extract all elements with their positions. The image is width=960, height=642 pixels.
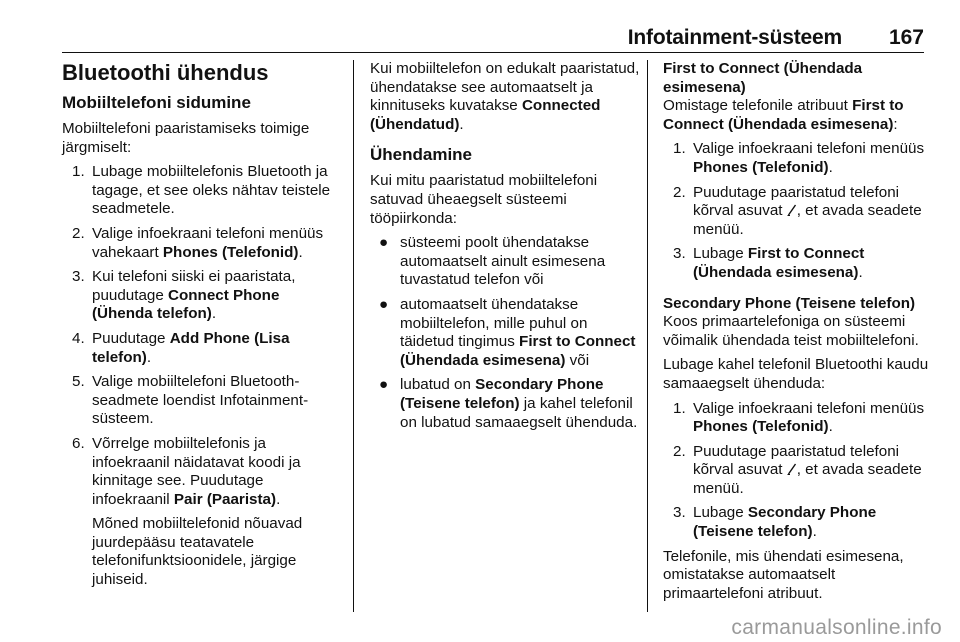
bullet-list <box>370 234 640 432</box>
column-1 <box>62 60 340 596</box>
step-text: Lubage <box>693 504 748 522</box>
step-number: 1. <box>673 399 686 417</box>
ui-label: Secondary Phone (Teisene telefon) <box>693 504 877 541</box>
step-text: , et avada seadete menüü. <box>693 202 922 238</box>
list-item <box>370 376 640 432</box>
ui-label: Add Phone (Lisa telefon) <box>92 329 290 366</box>
secondary-phone-steps <box>663 400 933 542</box>
ui-label: First to Connect (Ühendada esimesena) <box>693 245 865 281</box>
step-text: Valige infoekraani telefoni menüüs <box>693 140 925 158</box>
bullet-icon: ● <box>379 295 389 313</box>
list-item <box>663 184 933 240</box>
list-item <box>370 234 640 290</box>
bullet-text: või <box>565 351 590 369</box>
step-text: Valige mobiiltelefoni Bluetooth-seadmete loendist Infotainment-süsteem. <box>92 373 309 428</box>
bullet-text: ja kahel telefonil on lubatud samaaegselt ühenduda. <box>400 394 638 431</box>
page-number: 167 <box>888 26 924 49</box>
list-item <box>663 400 933 437</box>
subsection-title: Secondary Phone (Teisene telefon) <box>663 294 916 312</box>
punctuation: . <box>211 305 217 323</box>
step-number: 2. <box>673 183 686 201</box>
ui-label: Pair (Paarista) <box>173 490 277 508</box>
text: Kui mobiiltelefon on edukalt paaristatud, ühendatakse see automaatselt ja kinnituseks kuvatakse <box>370 60 640 115</box>
ui-label: Connected (Ühendatud) <box>370 97 601 133</box>
step-number: 1. <box>673 140 686 158</box>
bullet-text: lubatud on <box>400 376 476 394</box>
ui-label: Phones (Telefonid) <box>162 243 299 261</box>
punctuation: . <box>858 263 863 281</box>
bullet-icon: ● <box>379 234 389 252</box>
paragraph <box>370 60 640 134</box>
step-number: 2. <box>673 442 686 460</box>
punctuation: . <box>146 348 152 366</box>
list-item <box>62 373 340 429</box>
list-item <box>62 330 340 367</box>
list-item <box>370 296 640 370</box>
watermark: carmanualsonline.info <box>731 616 942 639</box>
bullet-icon: ● <box>379 376 389 394</box>
step-number: 3. <box>673 245 686 263</box>
list-item <box>663 443 933 499</box>
column-divider <box>647 60 648 612</box>
step-text: Lubage mobiiltelefonis Bluetooth ja tagage, et see oleks nähtav teistele seadmetele. <box>92 163 331 218</box>
step-text: Võrrelge mobiiltelefonis ja infoekraanil näidatavat koodi ja kinnitage see. Puudutage infoekraanil <box>92 434 301 508</box>
first-connect-steps <box>663 140 933 282</box>
punctuation: . <box>298 243 303 261</box>
subsection-title: Ühendamine <box>370 145 473 165</box>
step-number: 4. <box>72 329 85 347</box>
ui-label: Phones (Telefonid) <box>693 418 829 436</box>
step-text: Puudutage paaristatud telefoni kõrval asuvat <box>693 183 900 220</box>
punctuation: . <box>459 115 464 133</box>
punctuation: . <box>276 490 281 508</box>
step-number: 2. <box>72 224 85 242</box>
list-item <box>663 140 933 177</box>
punctuation: . <box>828 158 833 176</box>
step-number: 6. <box>72 434 85 452</box>
step-note: Mõned mobiiltelefonid nõuavad juurdepääsu teatavatele telefonifunktsioonidele, järgige juhiseid. <box>92 515 303 589</box>
step-number: 5. <box>72 373 85 391</box>
step-text: Valige infoekraani telefoni menüüs <box>693 399 925 417</box>
running-title: Infotainment-süsteem <box>627 26 842 49</box>
pairing-steps <box>62 163 340 589</box>
ui-label: First to Connect (Ühendada esimesena) <box>663 97 904 133</box>
paragraph: Kui mitu paaristatud mobiiltelefoni satuvad üheaegselt süsteemi tööpiirkonda: <box>370 172 598 227</box>
step-text: Puudutage <box>92 329 170 347</box>
subsection-title: Mobiiltelefoni sidumine <box>62 93 251 112</box>
punctuation: . <box>812 523 817 541</box>
intro-paragraph: Mobiiltelefoni paaristamiseks toimige järgmiselt: <box>62 120 310 156</box>
page-header <box>0 0 960 50</box>
section-title: Bluetoothi ühendus <box>62 60 269 85</box>
bullet-text: automaatselt ühendatakse mobiiltelefon, mille puhul on täidetud tingimus <box>400 295 588 351</box>
step-text: Kui telefoni siiski ei paaristata, puudutage <box>92 268 296 304</box>
pencil-icon <box>787 463 797 475</box>
step-text: Puudutage paaristatud telefoni kõrval asuvat <box>693 442 900 479</box>
step-text: Valige infoekraani telefoni menüüs vahekaart <box>92 224 324 261</box>
list-item <box>62 435 340 590</box>
column-divider <box>353 60 354 612</box>
header-divider <box>62 52 924 53</box>
punctuation: . <box>828 418 833 436</box>
punctuation: : <box>893 115 898 133</box>
subsection-title: First to Connect (Ühendada esimesena) <box>663 60 863 96</box>
text: Omistage telefonile atribuut <box>663 97 853 115</box>
step-text: , et avada seadete menüü. <box>693 461 922 497</box>
column-3 <box>663 60 933 609</box>
pencil-icon <box>787 204 797 216</box>
ui-label: Secondary Phone (Teisene telefon) <box>400 376 604 412</box>
ui-label: Phones (Telefonid) <box>693 158 829 176</box>
ui-label: First to Connect (Ühendada esimesena) <box>400 333 636 369</box>
paragraph: Koos primaartelefoniga on süsteemi võimalik ühendada teist mobiiltelefoni. <box>663 313 919 349</box>
column-2 <box>370 60 640 438</box>
step-number: 1. <box>72 163 85 181</box>
paragraph: Lubage kahel telefonil Bluetoothi kaudu samaaegselt ühenduda: <box>663 356 929 392</box>
list-item <box>62 225 340 262</box>
ui-label: Connect Phone (Ühenda telefon) <box>92 286 280 323</box>
list-item <box>663 504 933 541</box>
list-item <box>663 245 933 282</box>
paragraph <box>663 97 933 134</box>
step-number: 3. <box>673 504 686 522</box>
list-item <box>62 163 340 219</box>
bullet-text: süsteemi poolt ühendatakse automaatselt ainult esimesena tuvastatud telefon või <box>400 234 606 289</box>
step-text: Lubage <box>693 245 748 263</box>
paragraph: Telefonile, mis ühendati esimesena, omistatakse automaatselt primaartelefoni atribuut. <box>663 547 904 602</box>
list-item <box>62 268 340 324</box>
step-number: 3. <box>72 268 85 286</box>
